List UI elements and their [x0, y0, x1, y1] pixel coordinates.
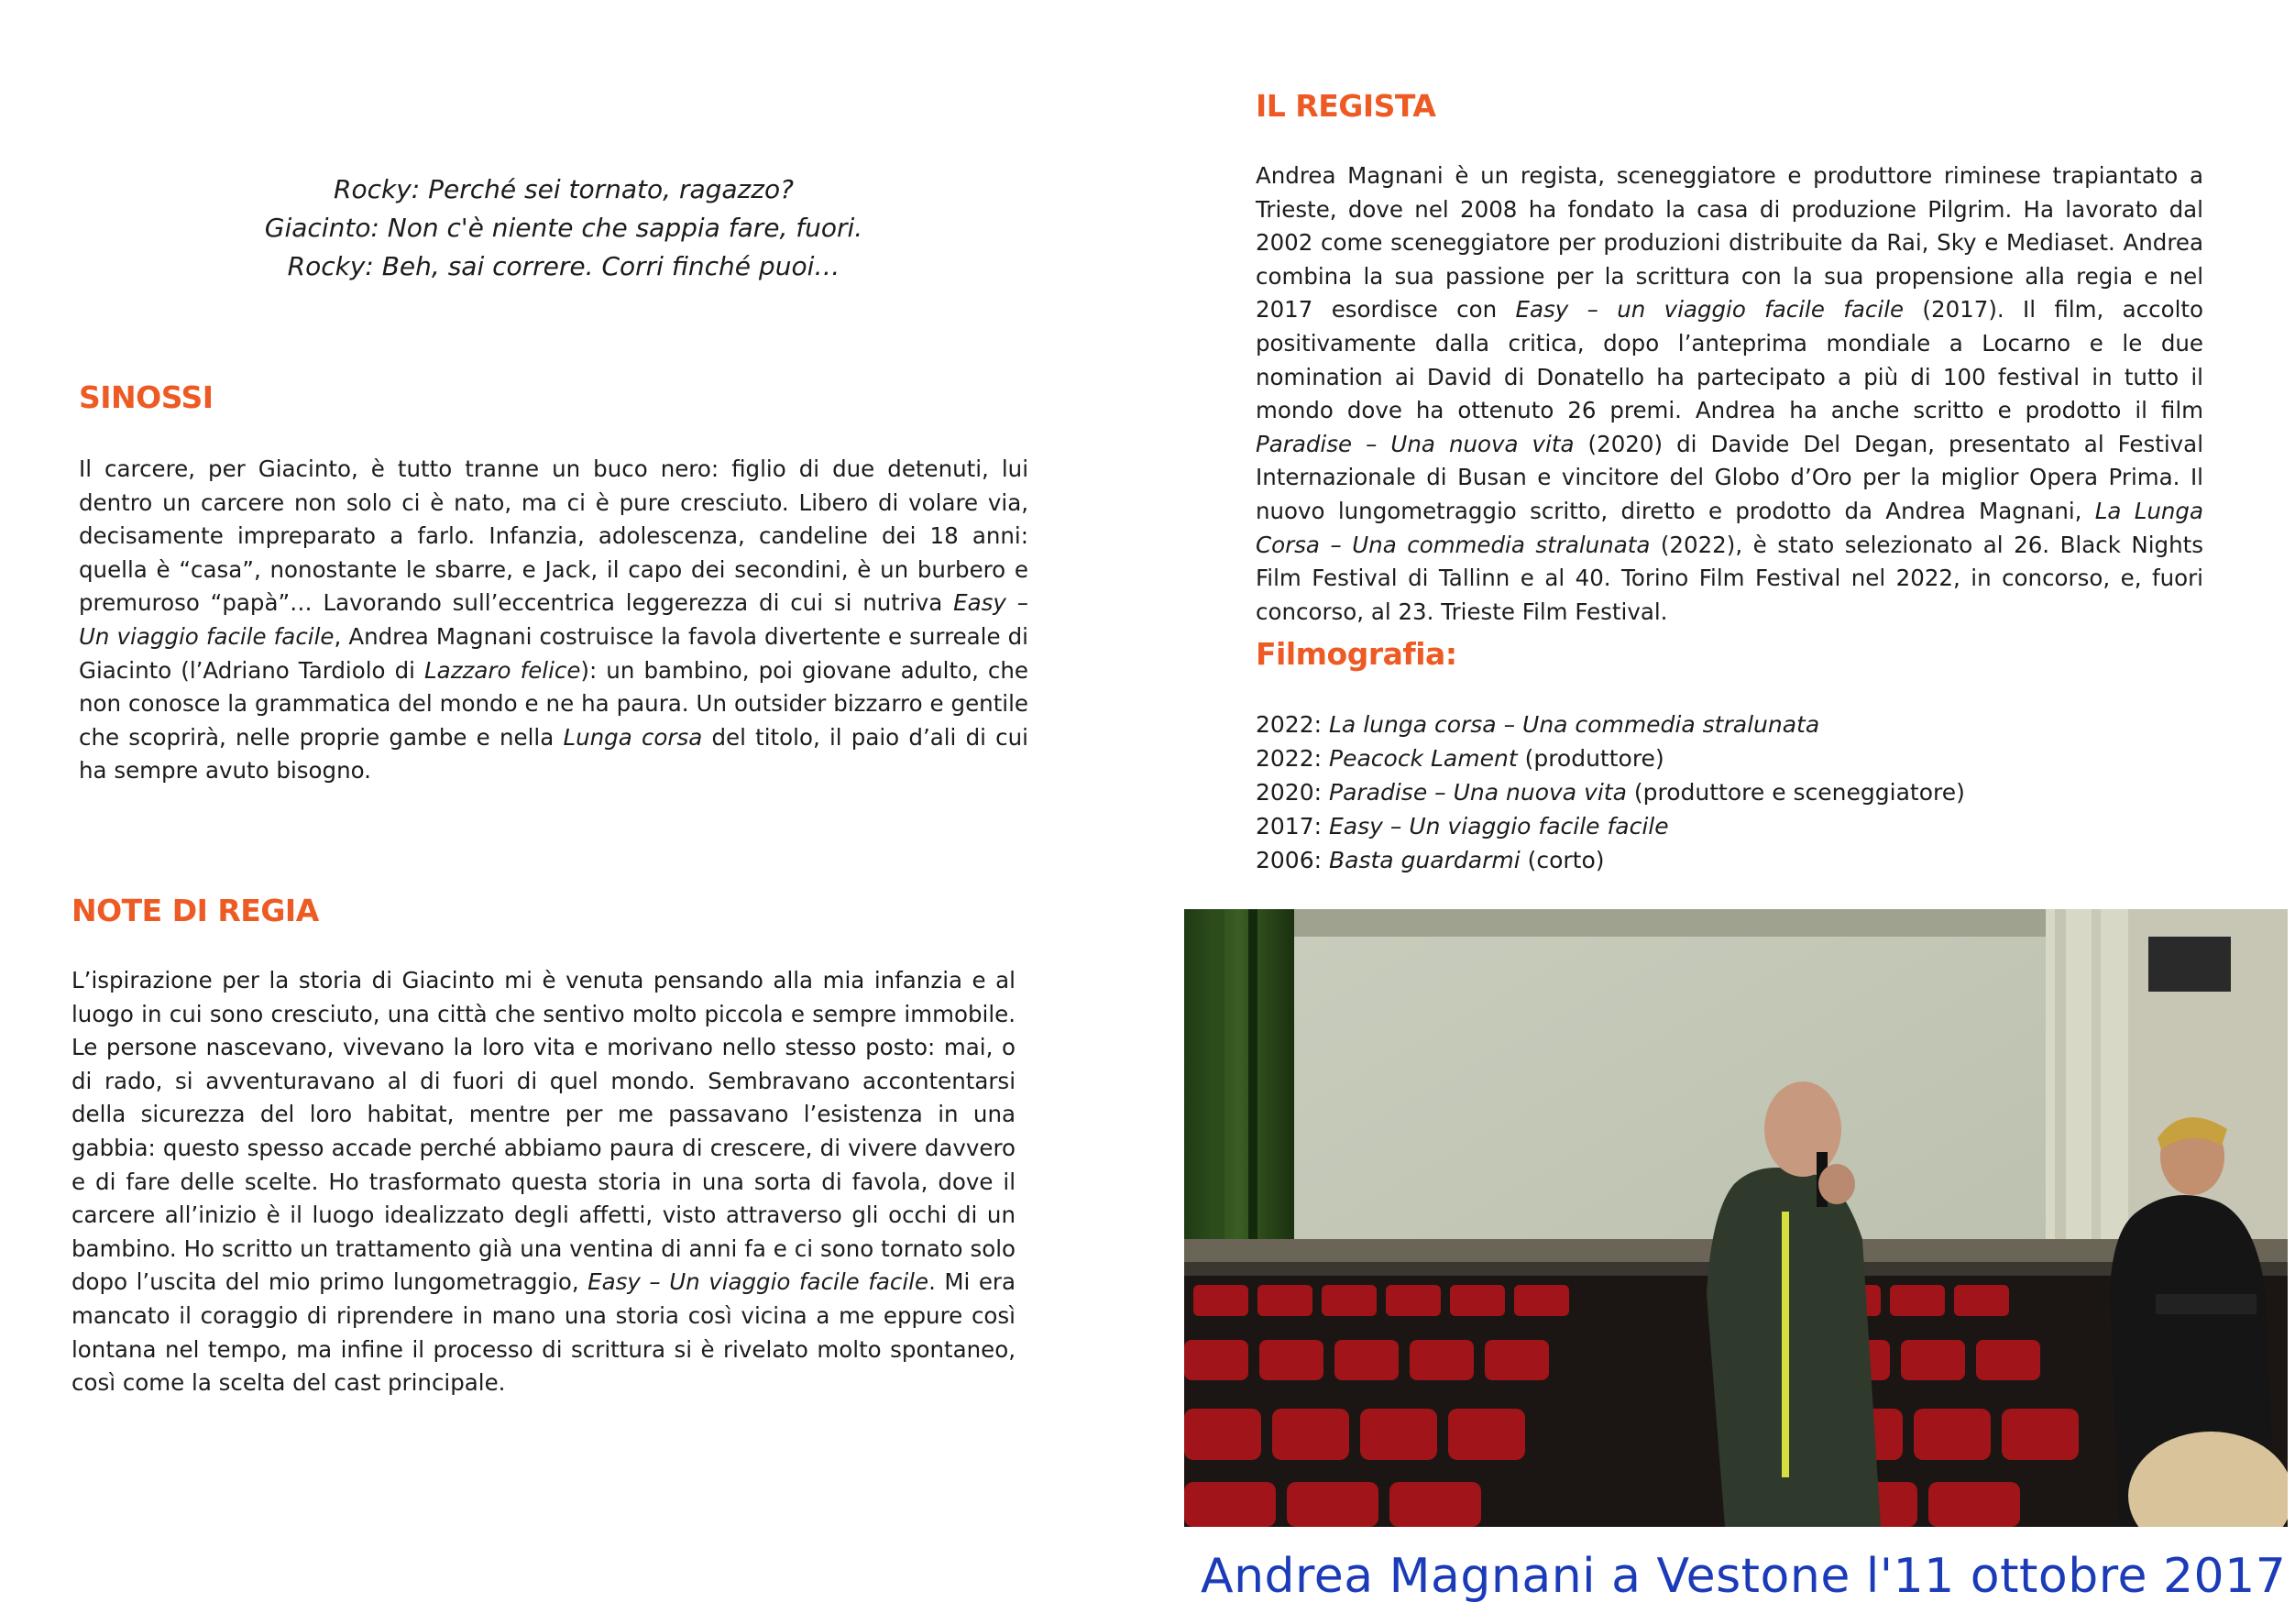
list-item: 2017: Easy – Un viaggio facile facile: [1256, 813, 1669, 839]
opening-quote: [165, 170, 962, 286]
quote-line: Rocky: Perché sei tornato, ragazzo?: [334, 174, 794, 204]
note-heading: NOTE DI REGIA: [71, 893, 319, 928]
sinossi-text: Il carcere, per Giacinto, è tutto tranne un buco nero: figlio di due detenuti, lui dentro un carcere non solo ci è nato, ma ci è pure cresciuto. Libero di volare via, decisamente impreparato a farlo. Infanzia, adolescenza, candeline dei 18 anni: quella è “casa”, nonostante le sbarre, e Jack, il capo dei secondini, è un burbero e premuroso “papà”… Lavorando sull’eccentrica leggerezza di cui si nutriva Easy – Un viaggio facile facile, Andrea Magnani costruisce la favola divertente e surreale di Giacinto (l’Adriano Tardiolo di Lazzaro felice): un bambino, poi giovane adulto, che non conosce la grammatica del mondo e ne ha paura. Un outsider bizzarro e gentile che scoprirà, nelle proprie gambe e nella Lunga corsa del titolo, il paio d’ali di cui ha sempre avuto bisogno.: [79, 455, 1028, 785]
list-item: 2020: Paradise – Una nuova vita (produttore e sceneggiatore): [1256, 779, 1965, 806]
event-photo: [1184, 909, 2288, 1527]
filmografia-list: [1256, 708, 2081, 877]
filmografia-heading: Filmografia:: [1256, 636, 1457, 672]
sinossi-heading: SINOSSI: [79, 379, 214, 415]
regista-text: Andrea Magnani è un regista, sceneggiatore e produttore riminese trapiantato a Trieste, dove nel 2008 ha fondato la casa di produzione Pilgrim. Ha lavorato dal 2002 come sceneggiatore per produzioni distribuite da Rai, Sky e Mediaset. Andrea combina la sua passione per la scrittura con la sua propensione alla regia e nel 2017 esordisce con Easy – un viaggio facile facile (2017). Il film, accolto positivamente dalla critica, dopo l’anteprima mondiale a Locarno e le due nomination ai David di Donatello ha partecipato a più di 100 festival in tutto il mondo dove ha ottenuto 26 premi. Andrea ha anche scritto e prodotto il film Paradise – Una nuova vita (2020) di Davide Del Degan, presentato al Festival Internazionale di Busan e vincitore del Globo d’Oro per la miglior Opera Prima. Il nuovo lungometraggio scritto, diretto e prodotto da Andrea Magnani, La Lunga Corsa – Una commedia stralunata (2022), è stato selezionato al 26. Black Nights Film Festival di Tallinn e al 40. Torino Film Festival nel 2022, in concorso, e, fuori concorso, al 23. Trieste Film Festival.: [1256, 162, 2204, 625]
quote-line: Rocky: Beh, sai correre. Corri finché puoi…: [287, 251, 840, 281]
list-item: 2006: Basta guardarmi (corto): [1256, 847, 1605, 873]
theater-photo-illustration: [1184, 909, 2288, 1527]
note-text: L’ispirazione per la storia di Giacinto mi è venuta pensando alla mia infanzia e al luogo in cui sono cresciuto, una città che sentivo molto piccola e sempre immobile. Le persone nascevano, vivevano la loro vita e morivano nello stesso posto: mai, o di rado, si avventuravano al di fuori di quel mondo. Sembravano accontentarsi della sicurezza del loro habitat, mentre per me passavano l’esistenza in una gabbia: questo spesso accade perché abbiamo paura di crescere, di vivere davvero e di fare delle scelte. Ho trasformato questa storia in una sorta di favola, dove il carcere all’inizio è il luogo idealizzato degli affetti, visto attraverso gli occhi di un bambino. Ho scritto un trattamento già una ventina di anni fa e ci sono tornato solo dopo l’uscita del mio primo lungometraggio, Easy – Un viaggio facile facile. Mi era mancato il coraggio di riprendere in mano una storia così vicina a me eppure così lontana nel tempo, ma infine il processo di scrittura si è rivelato molto spontaneo, così come la scelta del cast principale.: [71, 967, 1016, 1397]
list-item: 2022: Peacock Lament (produttore): [1256, 745, 1664, 772]
list-item: 2022: La lunga corsa – Una commedia stralunata: [1256, 711, 1820, 738]
photo-caption: Andrea Magnani a Vestone l'11 ottobre 2017: [1201, 1549, 2287, 1604]
quote-line: Giacinto: Non c'è niente che sappia fare, fuori.: [264, 213, 863, 243]
regista-heading: IL REGISTA: [1256, 88, 1436, 124]
